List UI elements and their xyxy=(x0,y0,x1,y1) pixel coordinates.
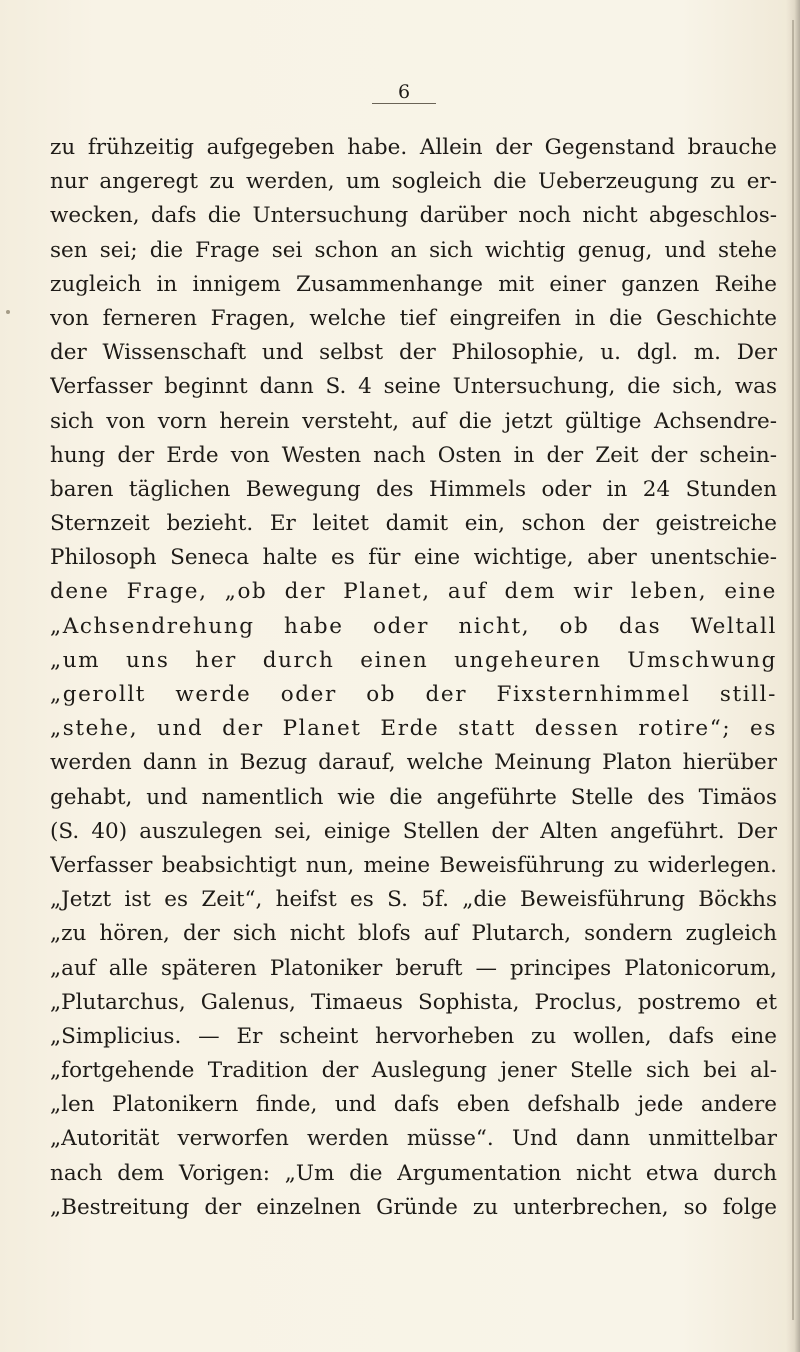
text-line-spaced: dene Frage, „ob der Planet, auf dem wir leben, eine xyxy=(50,579,777,605)
text-line: Verfasser beabsichtigt nun, meine Beweisführung zu widerlegen. xyxy=(50,852,777,878)
page-edge-line xyxy=(792,20,794,1320)
text-line: „Bestreitung der einzelnen Gründe zu unterbrechen, so folge xyxy=(50,1194,777,1220)
text-line: „Simplicius. — Er scheint hervorheben zu wollen, dafs eine xyxy=(50,1023,777,1049)
text-line-spaced: „Achsendrehung habe oder nicht, ob das Weltall xyxy=(50,613,777,639)
text-line: Verfasser beginnt dann S. 4 seine Untersuchung, die sich, was xyxy=(50,374,777,400)
text-line: nur angeregt zu werden, um sogleich die Ueberzeugung zu er- xyxy=(50,169,777,195)
text-line-spaced: „gerollt werde oder ob der Fixsternhimmel still- xyxy=(50,682,777,707)
text-line: der Wissenschaft und selbst der Philosophie, u. dgl. m. Der xyxy=(50,340,777,366)
text-line: (S. 40) auszulegen sei, einige Stellen der Alten angeführt. Der xyxy=(50,818,777,844)
text-line: Philosoph Seneca halte es für eine wichtige, aber unentschie- xyxy=(50,545,777,571)
text-line: gehabt, und namentlich wie die angeführte Stelle des Timäos xyxy=(50,784,777,810)
text-line: „Autorität verworfen werden müsse“. Und dann unmittelbar xyxy=(50,1126,777,1152)
text-line: „Plutarchus, Galenus, Timaeus Sophista, Proclus, postremo et xyxy=(50,989,777,1015)
text-line: zu frühzeitig aufgegeben habe. Allein der Gegenstand brauche xyxy=(50,135,777,160)
text-line: „fortgehende Tradition der Auslegung jener Stelle sich bei al- xyxy=(50,1058,777,1084)
text-line: „zu hören, der sich nicht blofs auf Plutarch, sondern zugleich xyxy=(50,921,777,947)
text-line: „auf alle späteren Platoniker beruft — principes Platonicorum, xyxy=(50,955,777,981)
text-line: Sternzeit bezieht. Er leitet damit ein, schon der geistreiche xyxy=(50,511,777,537)
text-line: werden dann in Bezug darauf, welche Meinung Platon hierüber xyxy=(50,750,777,776)
page-number: 6 xyxy=(397,81,411,103)
page-number-rule xyxy=(372,103,436,104)
print-speck xyxy=(6,310,10,314)
body-text xyxy=(50,131,777,1225)
text-line: hung der Erde von Westen nach Osten in der Zeit der schein- xyxy=(50,442,777,468)
text-line: von ferneren Fragen, welche tief eingreifen in die Geschichte xyxy=(50,305,777,331)
text-line: „len Platonikern finde, und dafs eben defshalb jede andere xyxy=(50,1092,777,1118)
text-line: sen sei; die Frage sei schon an sich wichtig genug, und stehe xyxy=(50,237,777,263)
text-line: zugleich in innigem Zusammenhange mit einer ganzen Reihe xyxy=(50,271,777,297)
text-line-spaced: „um uns her durch einen ungeheuren Umschwung xyxy=(50,647,777,673)
text-line: nach dem Vorigen: „Um die Argumentation nicht etwa durch xyxy=(50,1160,777,1186)
text-line: wecken, dafs die Untersuchung darüber noch nicht abgeschlos- xyxy=(50,203,777,229)
text-line: baren täglichen Bewegung des Himmels oder in 24 Stunden xyxy=(50,476,777,502)
text-line: sich von vorn herein versteht, auf die jetzt gültige Achsendre- xyxy=(50,408,777,434)
text-line: „Jetzt ist es Zeit“, heifst es S. 5f. „die Beweisführung Böckhs xyxy=(50,887,777,913)
text-line-spaced: „stehe, und der Planet Erde statt dessen rotire“; es xyxy=(50,716,777,742)
